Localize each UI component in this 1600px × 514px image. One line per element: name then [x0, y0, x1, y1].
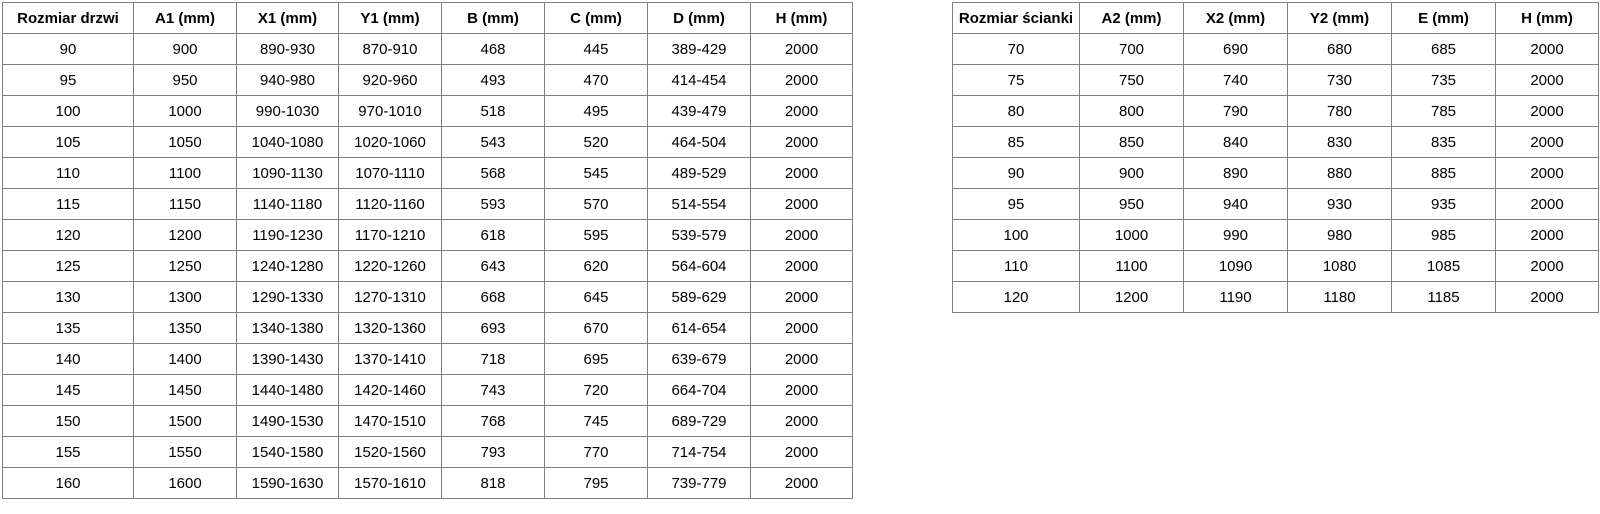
table-cell: 1590-1630	[237, 468, 339, 499]
table-cell: 75	[953, 65, 1080, 96]
table-cell: 115	[3, 189, 134, 220]
table-cell: 1370-1410	[339, 344, 442, 375]
table-cell: 770	[545, 437, 648, 468]
table-cell: 1180	[1288, 282, 1392, 313]
table-row	[3, 375, 853, 406]
table-cell: 1100	[134, 158, 237, 189]
table-cell: 1290-1330	[237, 282, 339, 313]
table-cell: 785	[1392, 96, 1496, 127]
table-cell: 155	[3, 437, 134, 468]
table-cell: 1170-1210	[339, 220, 442, 251]
table-row	[3, 282, 853, 313]
column-header: Y1 (mm)	[339, 3, 442, 34]
table-cell: 950	[134, 65, 237, 96]
table-cell: 990	[1184, 220, 1288, 251]
table-cell: 1490-1530	[237, 406, 339, 437]
table-cell: 545	[545, 158, 648, 189]
table-cell: 1040-1080	[237, 127, 339, 158]
table-cell: 2000	[1496, 34, 1599, 65]
table-cell: 489-529	[648, 158, 751, 189]
table-cell: 2000	[751, 96, 853, 127]
table-cell: 539-579	[648, 220, 751, 251]
table-cell: 160	[3, 468, 134, 499]
table-row	[3, 65, 853, 96]
table-cell: 795	[545, 468, 648, 499]
table-row	[3, 313, 853, 344]
table-cell: 830	[1288, 127, 1392, 158]
table-row	[3, 437, 853, 468]
table-cell: 125	[3, 251, 134, 282]
table-row	[953, 282, 1599, 313]
table-cell: 1240-1280	[237, 251, 339, 282]
table-cell: 1090	[1184, 251, 1288, 282]
table-cell: 2000	[751, 127, 853, 158]
table-cell: 800	[1080, 96, 1184, 127]
table-cell: 464-504	[648, 127, 751, 158]
table-cell: 564-604	[648, 251, 751, 282]
table-row	[953, 189, 1599, 220]
table-cell: 1450	[134, 375, 237, 406]
table-cell: 980	[1288, 220, 1392, 251]
table-cell: 2000	[1496, 220, 1599, 251]
table-cell: 870-910	[339, 34, 442, 65]
table-cell: 1070-1110	[339, 158, 442, 189]
table-cell: 445	[545, 34, 648, 65]
table-cell: 100	[3, 96, 134, 127]
table-cell: 780	[1288, 96, 1392, 127]
table-cell: 1250	[134, 251, 237, 282]
table-cell: 2000	[1496, 127, 1599, 158]
column-header: C (mm)	[545, 3, 648, 34]
wall-size-table	[952, 2, 1599, 313]
table-cell: 570	[545, 189, 648, 220]
table-cell: 639-679	[648, 344, 751, 375]
table-cell: 2000	[1496, 96, 1599, 127]
table-cell: 90	[3, 34, 134, 65]
table-cell: 1200	[1080, 282, 1184, 313]
column-header: Y2 (mm)	[1288, 3, 1392, 34]
table-cell: 2000	[751, 406, 853, 437]
table-cell: 668	[442, 282, 545, 313]
table-cell: 970-1010	[339, 96, 442, 127]
column-header: E (mm)	[1392, 3, 1496, 34]
table-cell: 645	[545, 282, 648, 313]
table-row	[3, 406, 853, 437]
door-table-header	[3, 3, 853, 34]
table-cell: 890-930	[237, 34, 339, 65]
table-row	[3, 127, 853, 158]
table-cell: 518	[442, 96, 545, 127]
table-cell: 1050	[134, 127, 237, 158]
table-cell: 568	[442, 158, 545, 189]
column-header: Rozmiar drzwi	[3, 3, 134, 34]
table-cell: 745	[545, 406, 648, 437]
table-cell: 105	[3, 127, 134, 158]
table-cell: 618	[442, 220, 545, 251]
table-cell: 543	[442, 127, 545, 158]
table-cell: 690	[1184, 34, 1288, 65]
table-cell: 990-1030	[237, 96, 339, 127]
table-cell: 95	[3, 65, 134, 96]
table-cell: 885	[1392, 158, 1496, 189]
column-header: H (mm)	[1496, 3, 1599, 34]
table-row	[3, 220, 853, 251]
table-cell: 670	[545, 313, 648, 344]
table-cell: 1500	[134, 406, 237, 437]
table-cell: 1090-1130	[237, 158, 339, 189]
table-cell: 120	[953, 282, 1080, 313]
table-cell: 495	[545, 96, 648, 127]
table-cell: 1190-1230	[237, 220, 339, 251]
table-cell: 900	[134, 34, 237, 65]
table-cell: 1190	[1184, 282, 1288, 313]
table-cell: 439-479	[648, 96, 751, 127]
table-cell: 790	[1184, 96, 1288, 127]
table-cell: 2000	[751, 158, 853, 189]
table-row	[953, 220, 1599, 251]
wall-table-header	[953, 3, 1599, 34]
table-cell: 2000	[751, 344, 853, 375]
table-cell: 80	[953, 96, 1080, 127]
table-cell: 1000	[1080, 220, 1184, 251]
table-row	[3, 158, 853, 189]
table-cell: 414-454	[648, 65, 751, 96]
table-cell: 2000	[1496, 65, 1599, 96]
table-cell: 2000	[751, 313, 853, 344]
table-cell: 1550	[134, 437, 237, 468]
table-cell: 1570-1610	[339, 468, 442, 499]
table-cell: 1150	[134, 189, 237, 220]
table-cell: 1020-1060	[339, 127, 442, 158]
table-cell: 743	[442, 375, 545, 406]
table-cell: 1520-1560	[339, 437, 442, 468]
table-cell: 920-960	[339, 65, 442, 96]
table-cell: 1600	[134, 468, 237, 499]
table-cell: 740	[1184, 65, 1288, 96]
table-cell: 940-980	[237, 65, 339, 96]
table-cell: 718	[442, 344, 545, 375]
table-cell: 1350	[134, 313, 237, 344]
table-cell: 514-554	[648, 189, 751, 220]
table-cell: 145	[3, 375, 134, 406]
column-header: D (mm)	[648, 3, 751, 34]
table-cell: 900	[1080, 158, 1184, 189]
table-cell: 2000	[751, 282, 853, 313]
table-cell: 2000	[751, 468, 853, 499]
table-cell: 714-754	[648, 437, 751, 468]
table-cell: 593	[442, 189, 545, 220]
header-row	[3, 3, 853, 34]
table-cell: 850	[1080, 127, 1184, 158]
table-cell: 985	[1392, 220, 1496, 251]
table-cell: 730	[1288, 65, 1392, 96]
table-row	[3, 96, 853, 127]
table-cell: 1270-1310	[339, 282, 442, 313]
table-cell: 720	[545, 375, 648, 406]
door-table-body	[3, 34, 853, 499]
table-row	[3, 189, 853, 220]
table-cell: 2000	[751, 189, 853, 220]
table-cell: 1185	[1392, 282, 1496, 313]
table-cell: 150	[3, 406, 134, 437]
table-cell: 110	[953, 251, 1080, 282]
table-cell: 468	[442, 34, 545, 65]
table-cell: 1220-1260	[339, 251, 442, 282]
column-header: A1 (mm)	[134, 3, 237, 34]
table-cell: 85	[953, 127, 1080, 158]
table-cell: 890	[1184, 158, 1288, 189]
table-cell: 595	[545, 220, 648, 251]
table-cell: 693	[442, 313, 545, 344]
table-cell: 2000	[751, 34, 853, 65]
table-cell: 2000	[751, 65, 853, 96]
table-cell: 1000	[134, 96, 237, 127]
table-cell: 793	[442, 437, 545, 468]
table-cell: 1085	[1392, 251, 1496, 282]
table-row	[953, 65, 1599, 96]
table-cell: 2000	[1496, 189, 1599, 220]
table-cell: 100	[953, 220, 1080, 251]
table-cell: 110	[3, 158, 134, 189]
column-header: X1 (mm)	[237, 3, 339, 34]
table-row	[3, 344, 853, 375]
table-cell: 695	[545, 344, 648, 375]
table-cell: 735	[1392, 65, 1496, 96]
table-cell: 1100	[1080, 251, 1184, 282]
table-cell: 940	[1184, 189, 1288, 220]
table-cell: 614-654	[648, 313, 751, 344]
table-cell: 589-629	[648, 282, 751, 313]
table-cell: 1420-1460	[339, 375, 442, 406]
table-row	[953, 127, 1599, 158]
table-cell: 493	[442, 65, 545, 96]
table-cell: 643	[442, 251, 545, 282]
table-cell: 1120-1160	[339, 189, 442, 220]
table-cell: 1200	[134, 220, 237, 251]
table-cell: 950	[1080, 189, 1184, 220]
table-cell: 750	[1080, 65, 1184, 96]
table-row	[3, 34, 853, 65]
table-cell: 935	[1392, 189, 1496, 220]
table-cell: 1300	[134, 282, 237, 313]
table-cell: 520	[545, 127, 648, 158]
table-row	[953, 158, 1599, 189]
table-cell: 818	[442, 468, 545, 499]
table-cell: 2000	[751, 375, 853, 406]
table-cell: 1400	[134, 344, 237, 375]
table-cell: 1390-1430	[237, 344, 339, 375]
table-cell: 1440-1480	[237, 375, 339, 406]
table-cell: 135	[3, 313, 134, 344]
table-cell: 2000	[1496, 158, 1599, 189]
table-cell: 835	[1392, 127, 1496, 158]
column-header: A2 (mm)	[1080, 3, 1184, 34]
table-cell: 470	[545, 65, 648, 96]
table-cell: 90	[953, 158, 1080, 189]
table-cell: 840	[1184, 127, 1288, 158]
header-row	[953, 3, 1599, 34]
table-cell: 389-429	[648, 34, 751, 65]
table-cell: 680	[1288, 34, 1392, 65]
table-cell: 2000	[1496, 282, 1599, 313]
table-cell: 95	[953, 189, 1080, 220]
table-cell: 2000	[751, 437, 853, 468]
table-row	[3, 468, 853, 499]
column-header: X2 (mm)	[1184, 3, 1288, 34]
table-row	[3, 251, 853, 282]
table-cell: 620	[545, 251, 648, 282]
column-header: H (mm)	[751, 3, 853, 34]
table-cell: 880	[1288, 158, 1392, 189]
table-cell: 1080	[1288, 251, 1392, 282]
table-cell: 685	[1392, 34, 1496, 65]
table-row	[953, 96, 1599, 127]
table-row	[953, 251, 1599, 282]
table-cell: 140	[3, 344, 134, 375]
table-cell: 1140-1180	[237, 189, 339, 220]
wall-table-body	[953, 34, 1599, 313]
table-cell: 930	[1288, 189, 1392, 220]
table-cell: 2000	[751, 220, 853, 251]
table-cell: 689-729	[648, 406, 751, 437]
column-header: B (mm)	[442, 3, 545, 34]
table-cell: 664-704	[648, 375, 751, 406]
table-cell: 2000	[1496, 251, 1599, 282]
table-cell: 739-779	[648, 468, 751, 499]
table-cell: 1540-1580	[237, 437, 339, 468]
table-cell: 1470-1510	[339, 406, 442, 437]
table-cell: 120	[3, 220, 134, 251]
table-row	[953, 34, 1599, 65]
table-cell: 768	[442, 406, 545, 437]
table-cell: 1320-1360	[339, 313, 442, 344]
table-cell: 1340-1380	[237, 313, 339, 344]
table-cell: 70	[953, 34, 1080, 65]
table-cell: 2000	[751, 251, 853, 282]
door-size-table	[2, 2, 853, 499]
column-header: Rozmiar ścianki	[953, 3, 1080, 34]
table-cell: 130	[3, 282, 134, 313]
table-cell: 700	[1080, 34, 1184, 65]
